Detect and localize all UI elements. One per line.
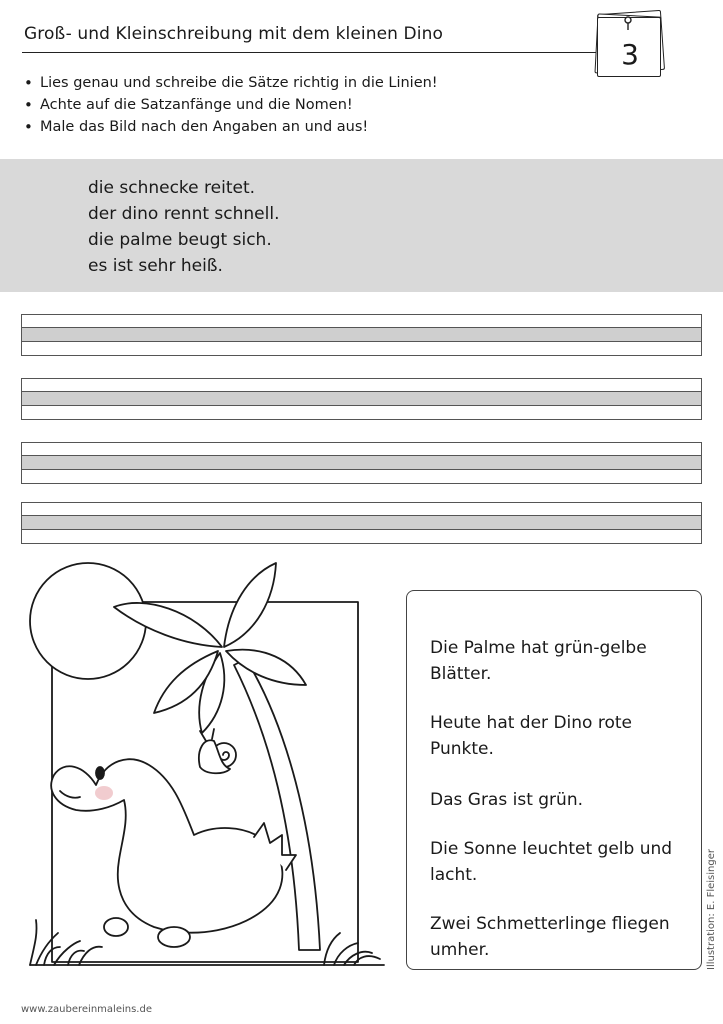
x-height-zone: [21, 515, 702, 530]
instruction-list: [24, 72, 438, 138]
sentence-line: die schnecke reitet.: [88, 178, 256, 198]
ascender-zone: [21, 442, 702, 455]
title-underline: [22, 52, 605, 53]
dino-cheek: [95, 786, 113, 800]
pin-icon: [593, 8, 667, 38]
instruction-item: • Lies genau und schreibe die Sätze richtig in die Linien!: [24, 72, 438, 94]
instruction-item: • Male das Bild nach den Angaben an und aus!: [24, 116, 438, 138]
coloring-instruction: Zwei Schmetterlinge fliegen umher.: [430, 914, 670, 960]
ascender-zone: [21, 314, 702, 327]
writing-lines[interactable]: [21, 502, 702, 544]
coloring-instruction: Das Gras ist grün.: [430, 790, 583, 810]
dino-foot: [104, 918, 128, 936]
writing-lines[interactable]: [21, 314, 702, 356]
page-title: Groß- und Kleinschreibung mit dem kleinen Dino: [24, 24, 443, 44]
x-height-zone: [21, 391, 702, 406]
ascender-zone: [21, 502, 702, 515]
page-number-badge: [593, 8, 667, 78]
coloring-instruction: Die Palme hat grün-gelbe Blätter.: [430, 638, 647, 684]
dino-foot: [158, 927, 190, 947]
sentence-line: es ist sehr heiß.: [88, 256, 223, 276]
sentence-line: die palme beugt sich.: [88, 230, 272, 250]
dino-coloring-illustration: [24, 555, 394, 980]
sentence-panel: [0, 159, 723, 292]
descender-zone: [21, 406, 702, 420]
instruction-item: • Achte auf die Satzanfänge und die Nomen!: [24, 94, 438, 116]
writing-lines[interactable]: [21, 378, 702, 420]
x-height-zone: [21, 327, 702, 342]
coloring-instruction: Die Sonne leuchtet gelb und lacht.: [430, 839, 673, 885]
descender-zone: [21, 470, 702, 484]
x-height-zone: [21, 455, 702, 470]
dino-eye: [96, 767, 104, 779]
coloring-instructions-box: [406, 590, 702, 970]
ascender-zone: [21, 378, 702, 391]
coloring-instruction: Heute hat der Dino rote Punkte.: [430, 713, 632, 759]
sentence-line: der dino rennt schnell.: [88, 204, 280, 224]
footer-url[interactable]: www.zaubereinmaleins.de: [21, 1004, 152, 1015]
page-number: 3: [621, 38, 639, 71]
writing-lines[interactable]: [21, 442, 702, 484]
descender-zone: [21, 342, 702, 356]
sun-icon: [30, 563, 146, 679]
descender-zone: [21, 530, 702, 544]
illustration-credit: Illustration: E. Fleisinger: [706, 849, 717, 970]
